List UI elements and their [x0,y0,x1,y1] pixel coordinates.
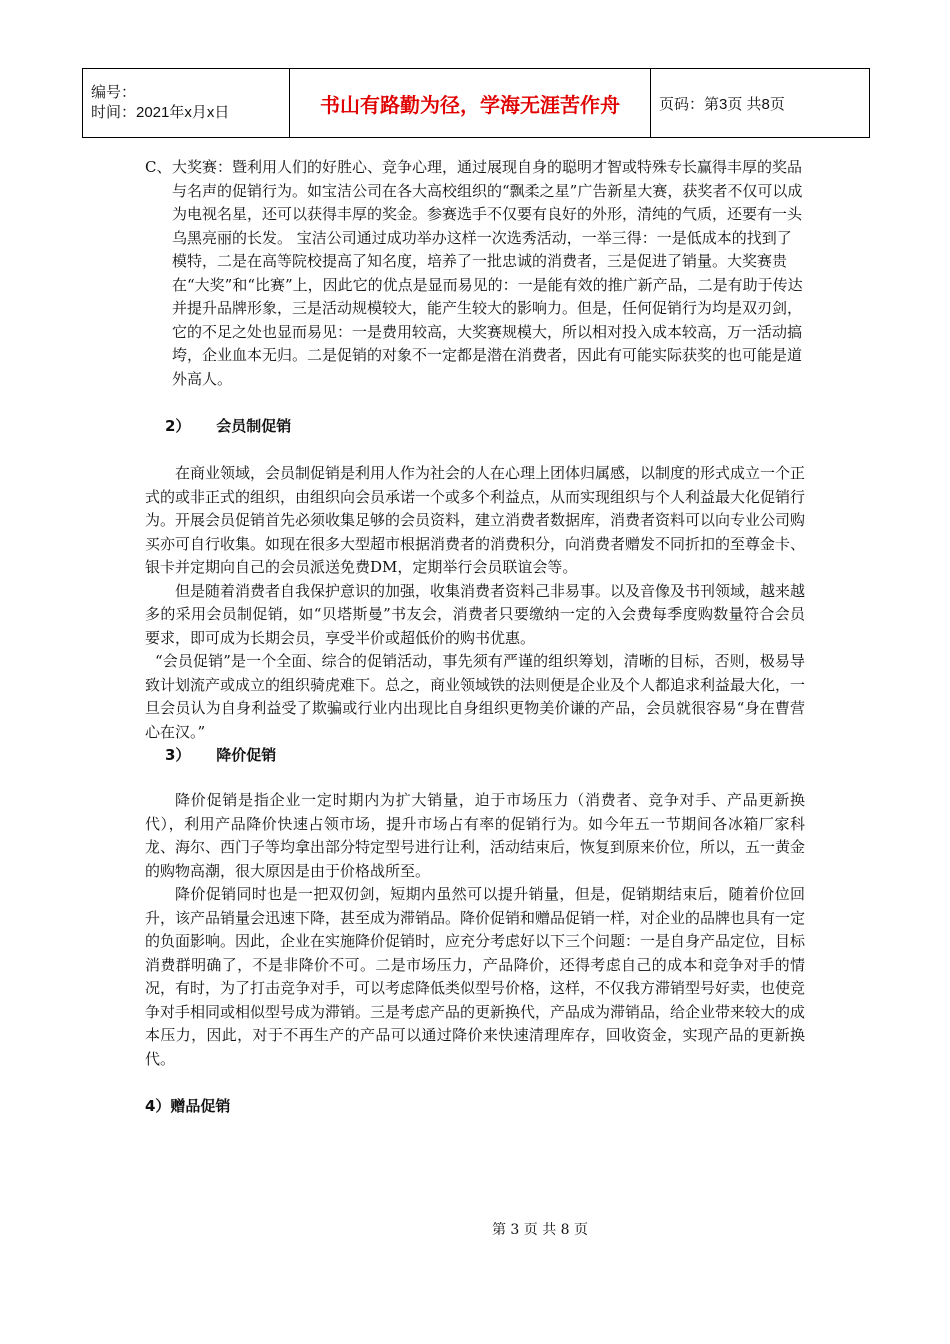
section-c-text: 大奖赛：暨利用人们的好胜心、竞争心理，通过展现自身的聪明才智或特殊专长赢得丰厚的奖品与名声的促销行为。如宝洁公司在各大高校组织的“飘柔之星”广告新星大赛，获奖者不仅可以成为电视名星，还可以获得丰厚的奖金。参赛选手不仅要有良好的外形，清纯的气质，还要有一头乌黑亮丽的长发。 宝洁公司通过成功举办这样一次选秀活动，一举三得：一是低成本的找到了模特，二是在高等院校提高了知名度，培养了一批忠诚的消费者，三是促进了销量。大奖赛贵在“大奖”和“比赛”上，因此它的优点是显而易见的：一是能有效的推广新产品，二是有助于传达并提升品牌形象，三是活动规模较大，能产生较大的影响力。但是，任何促销行为均是双刃剑，它的不足之处也显而易见：一是费用较高，大奖赛规模大，所以相对投入成本较高，万一活动搞垮，企业血本无归。二是促销的对象不一定都是潜在消费者，因此有可能实际获奖的也可能是道外高人。 [172,158,803,388]
document-body [145,156,805,1118]
section-2-title: 会员制促销 [216,417,292,435]
section-4-heading [145,1095,805,1118]
header-page-info: 页码：第3页 共8页 [651,69,870,138]
section-3-heading [145,744,805,767]
header-meta [83,69,290,138]
footer-page-number: 第 3 页 共 8 页 [491,1222,589,1238]
page-footer [0,1219,950,1239]
section-c [145,156,805,391]
page-header [82,68,870,138]
date-line: 时间：2021年x月x日 [91,104,230,121]
section-3-paragraph-2: 降价促销同时也是一把双仞剑，短期内虽然可以提升销量，但是，促销期结束后，随着价位回升，该产品销量会迅速下降，甚至成为滞销品。降价促销和赠品促销一样，对企业的品牌也具有一定的负面影响。因此，企业在实施降价促销时，应充分考虑好以下三个问题：一是自身产品定位，目标消费群明确了，不是非降价不可。二是市场压力，产品降价，还得考虑自己的成本和竞争对手的情况，有时，为了打击竞争对手，可以考虑降低类似型号价格，这样，不仅我方滞销型号好卖，也使竞争对手相同或相似型号成为滞销。三是考虑产品的更新换代，产品成为滞销品，给企业带来较大的成本压力，因此，对于不再生产的产品可以通过降价来快速清理库存，回收资金，实现产品的更新换代。 [145,885,806,1068]
serial-label: 编号： [91,84,137,101]
section-3-title: 降价促销 [216,746,277,764]
section-3-paragraph-1: 降价促销是指企业一定时期内为扩大销量，迫于市场压力（消费者、竞争对手、产品更新换代），利用产品降价快速占领市场，提升市场占有率的促销行为。如今年五一节期间各冰箱厂家科龙、海尔、西门子等均拿出部分特定型号进行让利，活动结束后，恢复到原来价位，所以，五一黄金的购物高潮，很大原因是由于价格战所至。 [145,791,806,880]
section-3-number: 3） [165,746,191,764]
section-2-heading [145,415,805,438]
section-c-label: C、 [145,158,172,176]
section-4-title: 4）赠品促销 [145,1097,231,1115]
section-2-paragraph-2: 但是随着消费者自我保护意识的加强，收集消费者资料己非易事。以及音像及书刊领域，越来越多的采用会员制促销，如“贝塔斯曼”书友会，消费者只要缴纳一定的入会费每季度购数量符合会员要求，即可成为长期会员，享受半价或超低价的购书优惠。 [145,581,806,647]
header-motto: 书山有路勤为径，学海无涯苦作舟 [290,69,651,138]
section-2-paragraph-3: “会员促销”是一个全面、综合的促销活动，事先须有严谨的组织筹划，清晰的目标，否则，极易导致计划流产或成立的组织骑虎难下。总之，商业领域铁的法则便是企业及个人都追求利益最大化，一旦会员认为自身利益受了欺骗或行业内出现比自身组织更物美价谦的产品，会员就很容易“身在曹营心在汉。” [145,652,806,741]
section-2-number: 2） [165,417,191,435]
section-2-paragraph-1: 在商业领域，会员制促销是利用人作为社会的人在心理上团体归属感，以制度的形式成立一个正式的或非正式的组织，由组织向会员承诺一个或多个利益点，从而实现组织与个人利益最大化促销行为。开展会员促销首先必须收集足够的会员资料，建立消费者数据库，消费者资料可以向专业公司购买亦可自行收集。如现在很多大型超市根据消费者的消费积分，向消费者赠发不同折扣的至尊金卡、银卡并定期向自己的会员派送免费DM，定期举行会员联谊会等。 [145,464,806,576]
